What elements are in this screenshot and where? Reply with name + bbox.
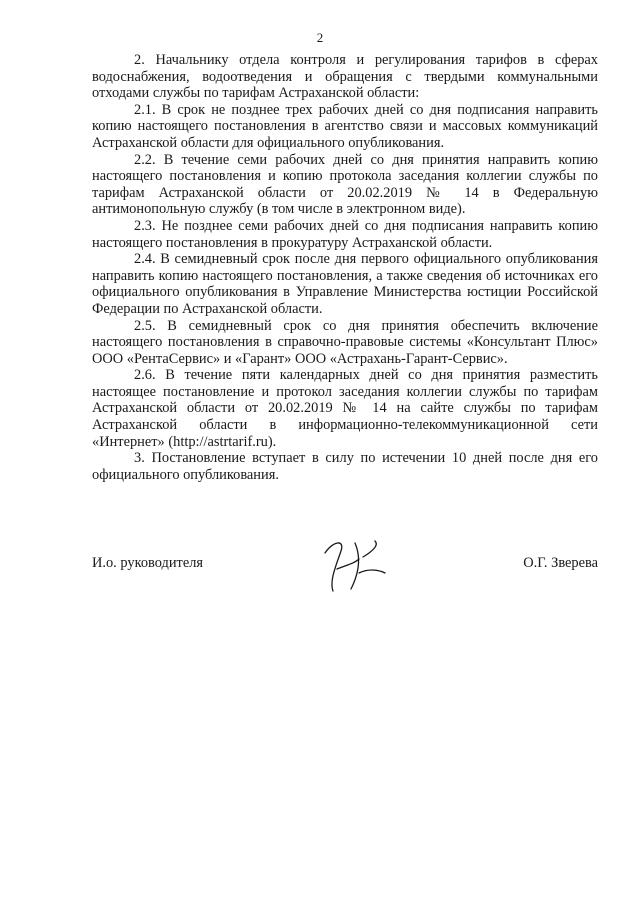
paragraph-2-2: 2.2. В течение семи рабочих дней со дня принятия направить копию настоящего постановления и копию протокола заседания коллегии службы по тарифам Астраханской области от 20.02.2019 № 14 в Федеральную антимонопольную службу (в том числе в электронном виде). — [92, 151, 598, 218]
paragraph-2: 2. Начальнику отдела контроля и регулирования тарифов в сферах водоснабжения, водоотведения и обращения с твердыми коммунальными отходами службы по тарифам Астраханской области: — [92, 52, 598, 102]
signatory-name: О.Г. Зверева — [523, 555, 598, 571]
paragraph-2-5: 2.5. В семидневный срок со дня принятия обеспечить включение настоящего постановления в справочно-правовые системы «Консультант Плюс» ООО «РентаСервис» и «Гарант» ООО «Астрахань-Гарант-Сервис». — [92, 317, 598, 367]
document-body — [92, 52, 598, 483]
handwritten-signature-icon — [315, 533, 395, 597]
paragraph-2-1: 2.1. В срок не позднее трех рабочих дней со дня подписания направить копию настоящего постановления в агентство связи и массовых коммуникаций Астраханской области для официального опубликования. — [92, 101, 598, 151]
paragraph-2-4: 2.4. В семидневный срок после дня первого официального опубликования направить копию настоящего постановления, а также сведения об источниках его официального опубликования в Управление Министерства юстиции Российской Федерации по Астраханской области. — [92, 251, 598, 317]
paragraph-3: 3. Постановление вступает в силу по истечении 10 дней после дня его официального опубликования. — [92, 450, 598, 483]
paragraph-2-3: 2.3. Не позднее семи рабочих дней со дня подписания направить копию настоящего постановления в прокуратуру Астраханской области. — [92, 217, 598, 251]
page-number: 2 — [316, 30, 324, 45]
signature-block — [92, 555, 598, 615]
paragraph-2-6: 2.6. В течение пяти календарных дней со дня принятия разместить настоящее постановление и протокол заседания коллегии службы по тарифам Астраханской области от 20.02.2019 № 14 на сайте службы по тарифам Астраханской области в информационно-телекоммуникационной сети «Интернет» (http://astrtarif.ru). — [92, 367, 598, 450]
signatory-role: И.о. руководителя — [92, 555, 204, 571]
